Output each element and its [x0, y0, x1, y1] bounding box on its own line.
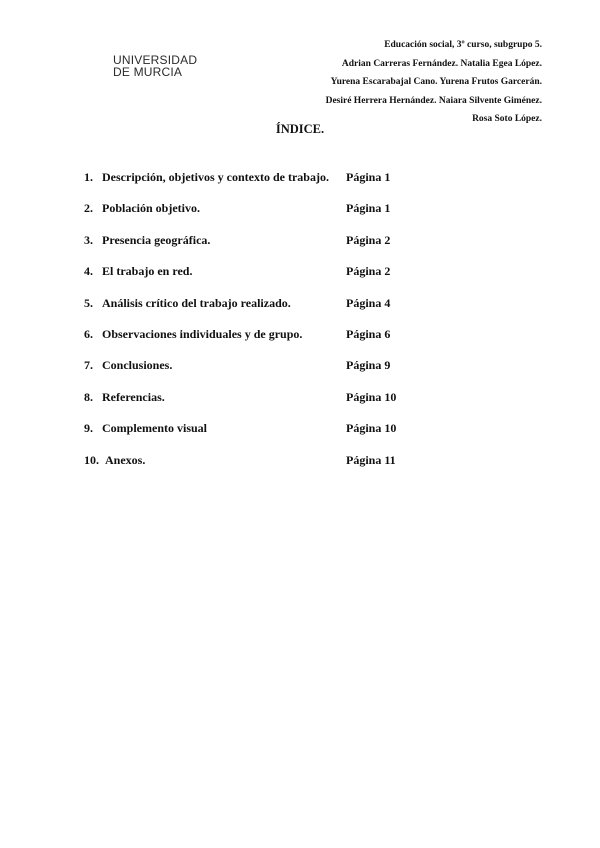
toc-entry-title: Descripción, objetivos y contexto de trabajo. — [102, 170, 329, 184]
toc-entry-number: 10. — [84, 452, 99, 467]
toc-entry-number: 5. — [84, 295, 93, 310]
toc-entry-number: 9. — [84, 421, 93, 436]
toc-entry — [84, 233, 444, 264]
logo-line-2: DE MURCIA — [113, 65, 183, 79]
header-authors-line: Rosa Soto López. — [472, 114, 542, 124]
toc-entry-number: 7. — [84, 358, 93, 373]
index-title: ÍNDICE. — [275, 122, 325, 136]
toc-entry-page: Página 6 — [346, 326, 391, 341]
toc-entry — [84, 358, 444, 389]
toc-entry-number: 3. — [84, 232, 93, 247]
toc-entry-number: 6. — [84, 326, 93, 341]
table-of-contents — [84, 170, 444, 484]
header-course-line: Educación social, 3º curso, subgrupo 5. — [384, 40, 542, 50]
toc-entry — [84, 296, 444, 327]
header-authors-line: Desiré Herrera Hernández. Naiara Silvente Giménez. — [325, 95, 542, 106]
toc-entry — [84, 421, 444, 452]
toc-entry-number: 1. — [84, 170, 93, 184]
toc-entry — [84, 170, 444, 201]
toc-entry-page: Página 9 — [346, 358, 391, 373]
toc-entry-title: Población objetivo. — [102, 201, 200, 216]
toc-entry-page: Página 4 — [346, 295, 391, 310]
toc-entry — [84, 264, 444, 295]
toc-entry-page: Página 2 — [346, 232, 391, 247]
toc-entry — [84, 390, 444, 421]
toc-entry-title: Complemento visual — [102, 421, 207, 436]
toc-entry-page: Página 2 — [346, 264, 391, 279]
toc-entry-number: 4. — [84, 264, 93, 279]
toc-entry-title: Referencias. — [102, 389, 165, 404]
logo-line-1: UNIVERSIDAD — [113, 53, 198, 67]
header-authors-line: Adrian Carreras Fernández. Natalia Egea López. — [341, 58, 542, 69]
toc-entry-page: Página 1 — [346, 201, 391, 216]
toc-entry-title: El trabajo en red. — [102, 264, 193, 279]
toc-entry-title: Conclusiones. — [102, 358, 173, 373]
document-header — [326, 36, 542, 129]
toc-entry-title: Análisis crítico del trabajo realizado. — [102, 295, 291, 310]
toc-entry-page: Página 11 — [346, 452, 396, 467]
toc-entry — [84, 327, 444, 358]
toc-entry — [84, 453, 444, 484]
toc-entry-title: Presencia geográfica. — [102, 232, 211, 247]
toc-entry — [84, 201, 444, 232]
toc-entry-page: Página 1 — [346, 170, 391, 184]
toc-entry-number: 2. — [84, 201, 93, 216]
toc-entry-number: 8. — [84, 389, 93, 404]
university-logo — [113, 54, 203, 78]
toc-entry-page: Página 10 — [346, 389, 397, 404]
toc-entry-title: Observaciones individuales y de grupo. — [102, 326, 303, 341]
toc-entry-title: Anexos. — [105, 452, 146, 467]
toc-entry-page: Página 10 — [346, 421, 397, 436]
header-authors-line: Yurena Escarabajal Cano. Yurena Frutos Garcerán. — [330, 77, 542, 87]
